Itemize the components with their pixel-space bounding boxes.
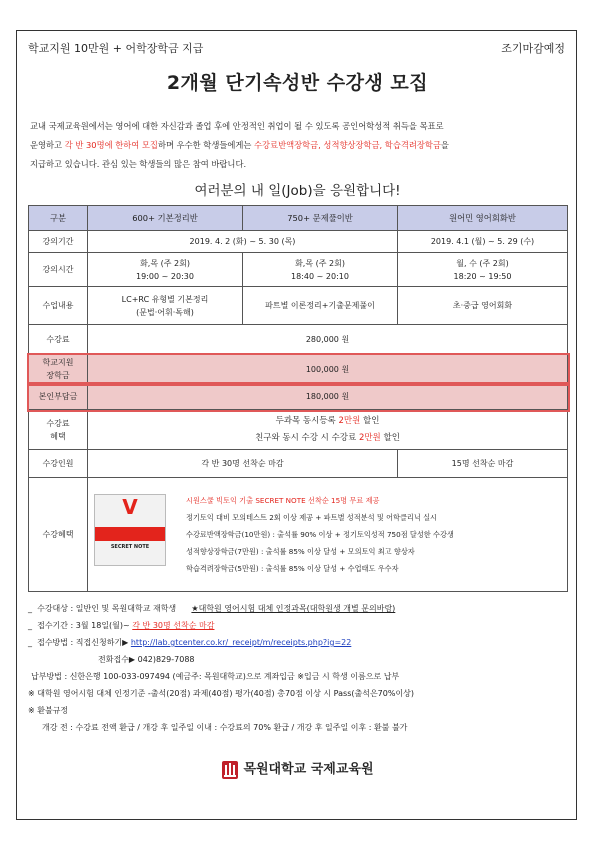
period-conversation: 2019. 4.1 (월) ~ 5. 29 (수) (398, 231, 568, 253)
self-pay-value: 180,000 원 (88, 384, 568, 410)
time-days: 화,목 (주 2회) (295, 258, 345, 268)
discount-line-2 (90, 430, 565, 447)
footer-org (0, 758, 595, 780)
time-hours: 18:20 ~ 19:50 (453, 271, 512, 281)
label-time: 강의시간 (29, 253, 88, 287)
benefit-item-encouragement-scholarship: 학습격려장학금(5만원) : 출석률 85% 이상 달성 + 수업태도 우수자 (186, 564, 399, 573)
time-practice (243, 253, 398, 287)
note-payment: 납부방법 : 신한은행 100-033-097494 (예금주: 목원대학교)으로 계좌입금 ※입금 시 학생 이름으로 납부 (31, 672, 400, 681)
header-category: 구분 (29, 206, 88, 231)
note-target: _ 수강대상 : 일반인 및 목원대학교 재학생 ★대학원 영어시험 대체 인정과목(대학원생 개별 문의바람) (28, 604, 396, 613)
intro-paragraph (30, 117, 570, 174)
intro-highlight-capacity: 각 반 30명에 한하여 모집 (64, 140, 158, 150)
book-cover-letter: V (122, 495, 138, 519)
university-logo-icon (221, 760, 239, 780)
header-deadline: 조기마감예정 (501, 42, 565, 55)
slogan: 여러분의 내 일(Job)을 응원합니다! (194, 183, 401, 199)
discount-text: 할인 (360, 415, 380, 426)
table-header-row (29, 206, 568, 231)
time-basic (88, 253, 243, 287)
capacity-conversation: 15명 선착순 마감 (398, 450, 568, 478)
time-hours: 19:00 ~ 20:30 (136, 271, 194, 281)
content-conversation: 초·중급 영어회화 (398, 287, 568, 325)
discount-amount: 2만원 (358, 432, 381, 443)
apply-link[interactable]: http://lab.gtcenter.co.kr/_receipt/m/receipts.php?ig=22 (130, 638, 352, 647)
label-text: 혜택 (50, 431, 66, 441)
header-practice-class: 750+ 문제풀이반 (243, 206, 398, 231)
discount-text: 할인 (380, 432, 400, 443)
time-days: 월, 수 (주 2회) (456, 258, 509, 268)
label-benefits: 수강혜택 (29, 478, 88, 592)
content-text: (문법·어휘·독해) (136, 307, 194, 317)
time-conversation (398, 253, 568, 287)
notes-section (28, 600, 573, 736)
discount-amount: 2만원 (338, 415, 361, 426)
intro-text: 을 (440, 140, 449, 150)
table-row-fee (29, 325, 568, 355)
label-text: 수강료 (46, 418, 70, 428)
label-fee: 수강료 (29, 325, 88, 355)
label-text: 학교지원 (42, 358, 74, 367)
label-capacity: 수강인원 (29, 450, 88, 478)
benefit-item-half-scholarship: 수강료반액장학금(10만원) : 출석률 90% 이상 + 정기토익성적 750점 달성한 수강생 (186, 530, 454, 539)
note-refund-policy: 개강 전 : 수강료 전액 환급 / 개강 후 일주일 이내 : 수강료의 70% 환급 / 개강 후 일주일 이후 : 환불 불가 (42, 723, 408, 732)
note-grad-criteria: ※ 대학원 영어시험 대체 인정기준 -출석(20점) 과제(40점) 평가(40점) 총70점 이상 시 Pass(출석은70%이상) (28, 689, 415, 698)
discount-text: 두과목 동시등록 (275, 415, 339, 426)
period-toeic: 2019. 4. 2 (화) ~ 5. 30 (목) (88, 231, 398, 253)
table-row-discount (29, 410, 568, 450)
intro-highlight-scholarships: 수강료반액장학금, 성적향상장학금, 학습격려장학금 (254, 140, 441, 150)
intro-text: 하며 우수한 학생들에게는 (157, 140, 255, 150)
benefit-item-mock-test: 정기토익 대비 모의테스트 2회 이상 제공 + 파트별 성적분석 및 어학클리닉 실시 (186, 513, 437, 522)
table-row-period (29, 231, 568, 253)
capacity-toeic: 각 반 30명 선착순 마감 (88, 450, 398, 478)
note-period: _ 접수기간 : 3월 18일(월)~ 각 반 30명 선착순 마감 (28, 621, 215, 630)
intro-text: 운영하고 (30, 140, 65, 150)
note-target-text: 수강대상 : 일반인 및 목원대학교 재학생 (37, 604, 177, 613)
discount-line-1 (90, 413, 565, 430)
benefits-wrap (94, 492, 561, 577)
label-period: 강의기간 (29, 231, 88, 253)
note-refund-title: ※ 환불규정 (28, 706, 69, 715)
page-title: 2개월 단기속성반 수강생 모집 (166, 72, 429, 94)
discount-value (88, 410, 568, 450)
note-phone: 전화접수▶ 042)829-7088 (98, 655, 195, 664)
content-text: LC+RC 유형별 기본정리 (121, 294, 209, 304)
footer-org-name: 목원대학교 국제교육원 (243, 762, 374, 777)
table-row-content (29, 287, 568, 325)
benefits-cell (88, 478, 568, 592)
intro-line-2 (30, 136, 570, 155)
course-table (28, 205, 568, 592)
time-days: 화,목 (주 2회) (140, 258, 190, 268)
note-method: _ 접수방법 : 직접신청하기▶ http://lab.gtcenter.co.kr/_receipt/m/receipts.php?ig=22 (28, 638, 352, 647)
label-discount (29, 410, 88, 450)
header-support: 학교지원 10만원 + 어학장학금 지급 (28, 42, 204, 55)
note-period-deadline: 각 반 30명 선착순 마감 (132, 621, 215, 630)
fee-value: 280,000 원 (88, 325, 568, 355)
note-period-text: 접수기간 : 3월 18일(월)~ (37, 621, 133, 630)
content-practice: 파트별 이론정리+기출문제풀이 (243, 287, 398, 325)
book-cover-band (95, 527, 165, 541)
label-content: 수업내용 (29, 287, 88, 325)
note-grad-credit: ★대학원 영어시험 대체 인정과목(대학원생 개별 문의바람) (191, 604, 396, 613)
book-cover-image (94, 494, 166, 566)
table-row-capacity (29, 450, 568, 478)
benefits-list (180, 492, 454, 577)
note-method-text: 접수방법 : 직접신청하기▶ (37, 638, 131, 647)
label-text: 장학금 (46, 371, 70, 380)
intro-line-3: 지급하고 있습니다. 관심 있는 학생들의 많은 참여 바랍니다. (30, 159, 247, 169)
table-row-school-support (29, 355, 568, 384)
time-hours: 18:40 ~ 20:10 (291, 271, 349, 281)
book-cover-wrap (94, 492, 180, 570)
label-school-support (29, 355, 88, 384)
label-self-pay: 본인부담금 (29, 384, 88, 410)
header-basic-class: 600+ 기본정리반 (88, 206, 243, 231)
benefit-item-improvement-scholarship: 성적향상장학금(7만원) : 출석률 85% 이상 달성 + 모의토익 최고 향상자 (186, 547, 415, 556)
header-conversation-class: 원어민 영어회화반 (398, 206, 568, 231)
benefit-item-book: 시원스쿨 빅토익 기출 SECRET NOTE 선착순 15명 무료 제공 (186, 496, 380, 505)
book-cover-title: SECRET NOTE (110, 544, 150, 550)
table-row-time (29, 253, 568, 287)
table-row-benefits (29, 478, 568, 592)
content-basic (88, 287, 243, 325)
table-row-self-pay (29, 384, 568, 410)
intro-line-1: 교내 국제교육원에서는 영어에 대한 자신감과 졸업 후에 안정적인 취업이 될 수 있도록 공인어학성적 취득을 목표로 (30, 121, 444, 131)
discount-text: 친구와 동시 수강 시 수강료 (255, 432, 359, 443)
school-support-value: 100,000 원 (88, 355, 568, 384)
